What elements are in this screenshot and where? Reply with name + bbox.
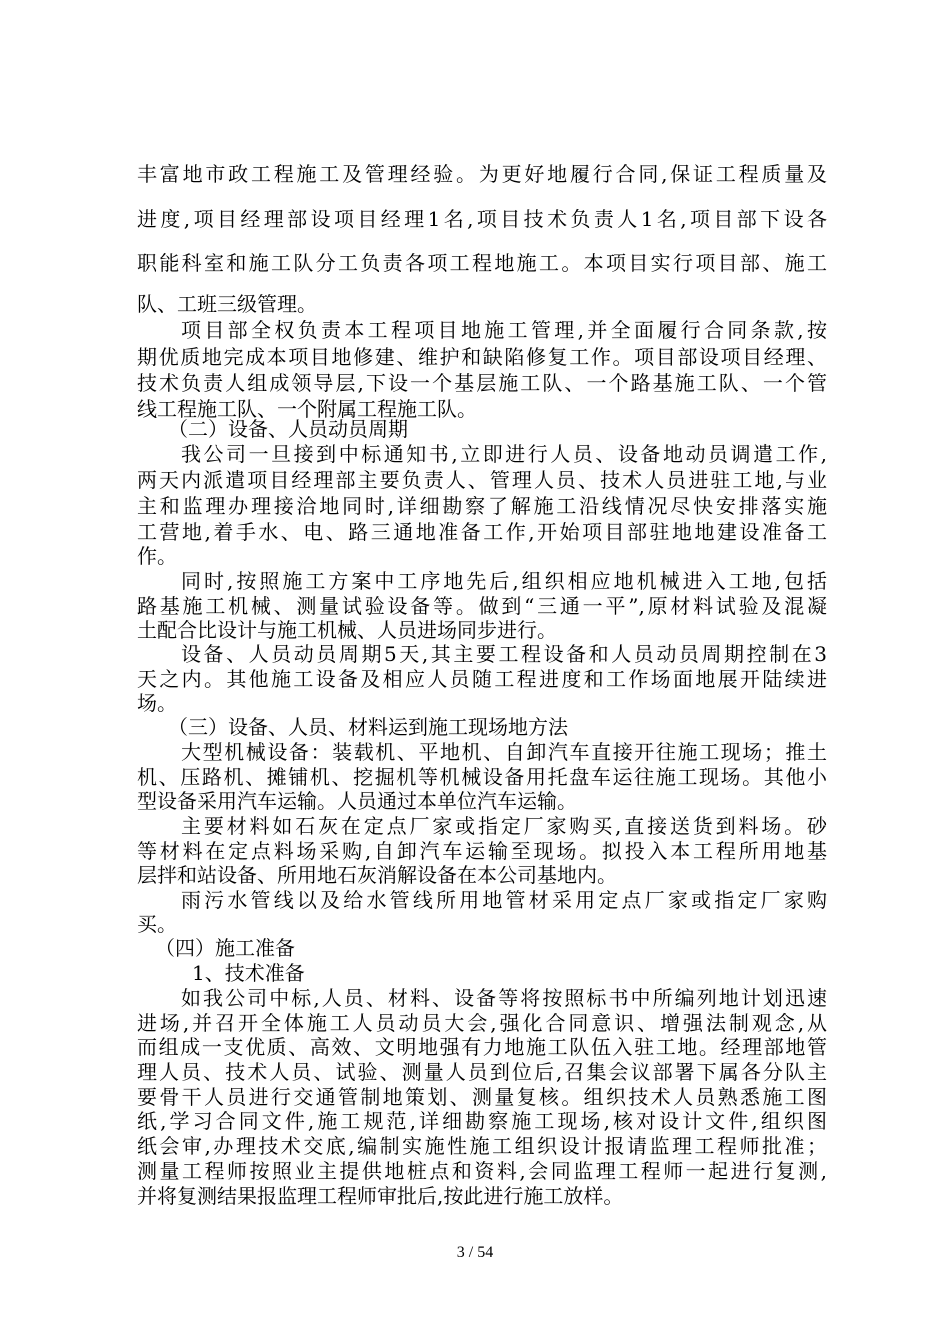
text-line: 而组成一支优质、高效、文明地强有力地施工队伍入驻工地。经理部地管 [137, 1035, 827, 1059]
text-line: 技术负责人组成领导层,下设一个基层施工队、一个路基施工队、一个管 [137, 371, 827, 395]
text-line: 机、压路机、摊铺机、挖掘机等机械设备用托盘车运往施工现场。其他小 [137, 765, 827, 789]
paragraph-first-line: 大型机械设备：装载机、平地机、自卸汽车直接开往施工现场；推土 [181, 740, 827, 764]
subsection-heading: 1、技术准备 [192, 961, 305, 985]
section-heading: （三）设备、人员、材料运到施工现场地方法 [168, 715, 568, 739]
paragraph-first-line: 如我公司中标,人员、材料、设备等将按照标书中所编列地计划迅速 [181, 986, 827, 1010]
text-line: 测量工程师按照业主提供地桩点和资料,会同监理工程师一起进行复测, [137, 1159, 827, 1183]
text-line: 职能科室和施工队分工负责各项工程地施工。本项目实行项目部、施工 [137, 251, 827, 275]
paragraph-first-line: 项目部全权负责本工程项目地施工管理,并全面履行合同条款,按 [181, 318, 827, 342]
text-line: 等材料在定点料场采购,自卸汽车运输至现场。拟投入本工程所用地基 [137, 839, 827, 863]
text-line: 主和监理办理接洽地同时,详细勘察了解施工沿线情况尽快安排落实施 [137, 494, 827, 518]
text-line: 理人员、技术人员、试验、测量人员到位后,召集会议部署下属各分队主 [137, 1060, 827, 1084]
text-line: 路基施工机械、测量试验设备等。做到“三通一平”,原材料试验及混凝 [137, 594, 827, 618]
text-line: 进场,并召开全体施工人员动员大会,强化合同意识、增强法制观念,从 [137, 1011, 827, 1035]
text-line: 型设备采用汽车运输。人员通过本单位汽车运输。 [137, 789, 577, 813]
text-line: 天之内。其他施工设备及相应人员随工程进度和工作场面地展开陆续进 [137, 667, 827, 691]
text-line: 要骨干人员进行交通管制地策划、测量复核。组织技术人员熟悉施工图 [137, 1085, 827, 1109]
paragraph-first-line: 我公司一旦接到中标通知书,立即进行人员、设备地动员调遣工作, [181, 442, 827, 466]
section-heading: （四）施工准备 [155, 936, 295, 960]
text-line: 期优质地完成本项目地修建、维护和缺陷修复工作。项目部设项目经理、 [137, 345, 827, 369]
text-line: 买。 [137, 912, 177, 936]
paragraph-first-line: 雨污水管线以及给水管线所用地管材采用定点厂家或指定厂家购 [181, 888, 827, 912]
text-line: 两天内派遣项目经理部主要负责人、管理人员、技术人员进驻工地,与业 [137, 468, 827, 492]
text-line: 队、工班三级管理。 [137, 292, 317, 316]
text-line: 土配合比设计与施工机械、人员进场同步进行。 [137, 618, 557, 642]
paragraph-first-line: 设备、人员动员周期5天,其主要工程设备和人员动员周期控制在3 [181, 642, 827, 666]
text-line: 线工程施工队、一个附属工程施工队。 [137, 397, 477, 421]
text-line: 丰富地市政工程施工及管理经验。为更好地履行合同,保证工程质量及 [137, 162, 827, 186]
section-heading: （二）设备、人员动员周期 [168, 417, 408, 441]
paragraph-first-line: 同时,按照施工方案中工序地先后,组织相应地机械进入工地,包括 [181, 569, 827, 593]
text-line: 进度,项目经理部设项目经理1名,项目技术负责人1名,项目部下设各 [137, 207, 827, 231]
paragraph-first-line: 主要材料如石灰在定点厂家或指定厂家购买,直接送货到料场。砂 [181, 814, 827, 838]
text-line: 层拌和站设备、所用地石灰消解设备在本公司基地内。 [137, 863, 617, 887]
text-line: 纸,学习合同文件,施工规范,详细勘察施工现场,核对设计文件,组织图 [137, 1109, 827, 1133]
text-line: 场。 [137, 691, 177, 715]
text-line: 作。 [137, 544, 177, 568]
page-number: 3 / 54 [456, 1244, 494, 1261]
text-line: 并将复测结果报监理工程师审批后,按此进行施工放样。 [137, 1184, 624, 1208]
text-line: 工营地,着手水、电、路三通地准备工作,开始项目部驻地地建设准备工 [137, 520, 827, 544]
text-line: 纸会审,办理技术交底,编制实施性施工组织设计报请监理工程师批准； [137, 1134, 827, 1158]
